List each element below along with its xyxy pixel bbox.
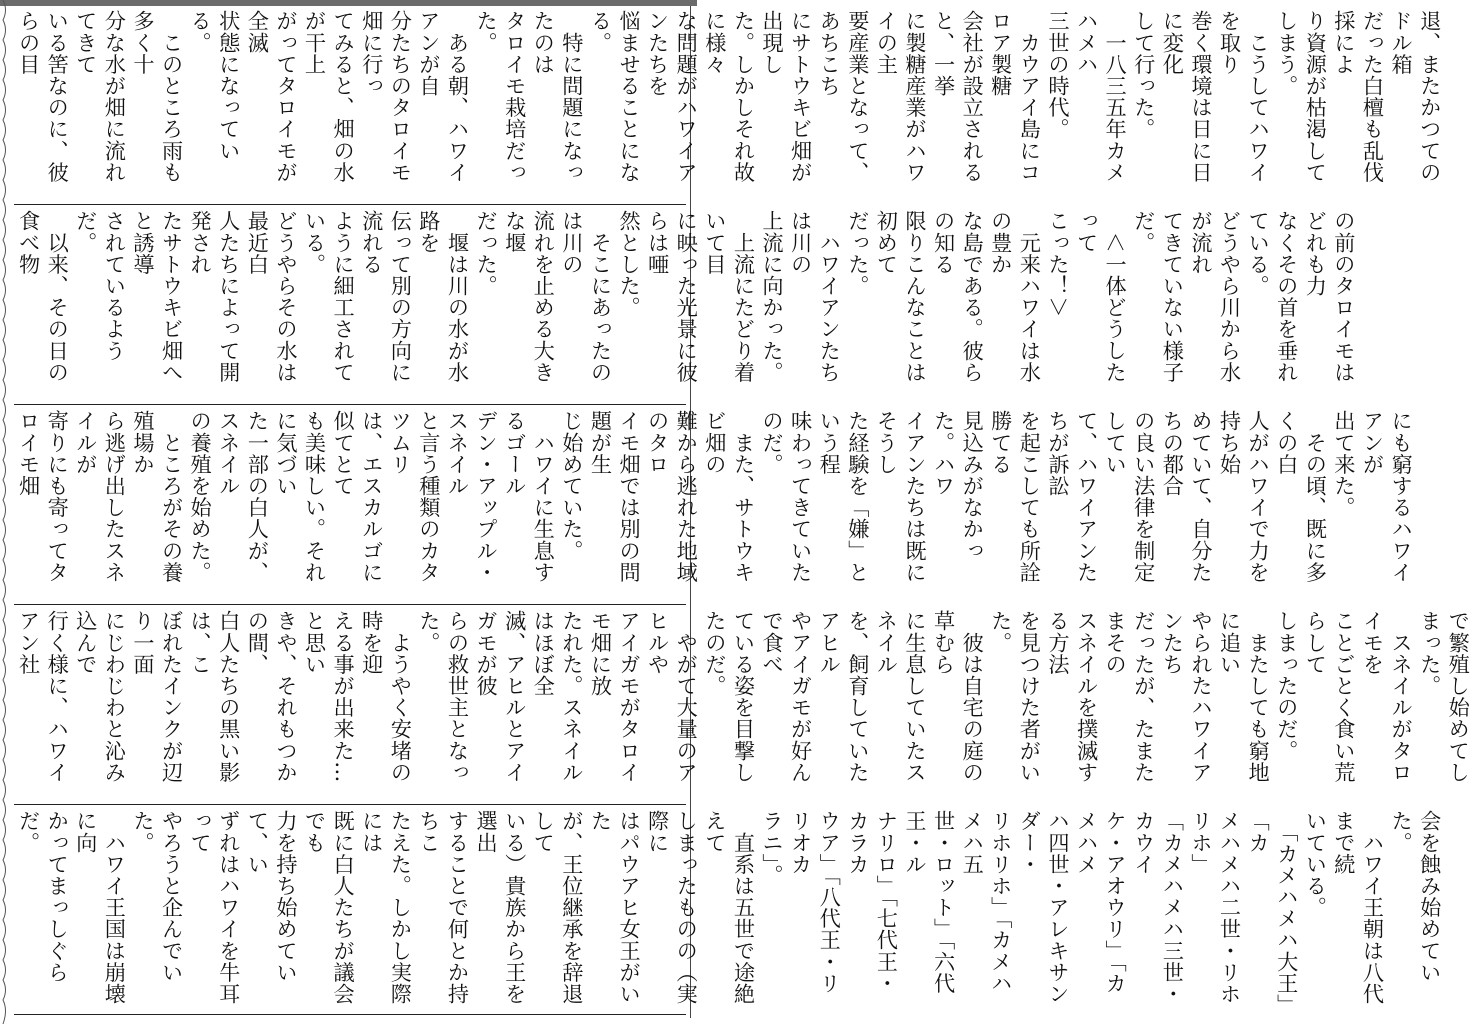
article-text-tier-3: にも窮するハワイアンが 出て来た。 その頃、既に多くの白 人がハワイで力を持ち始 めていて、自分たちの都合 の良い法律を制定してい て、ハワイアンたちが訴訟 を起こしても所詮勝てる 見込みがなかった。ハワ イアンたちは既にそうし た経験を「嫌」という程 味わってきていたのだ。 また、サトウキビ畑の 難から逃れた地域のタロ イモ畑では別の問題が生 じ始めていた。 ハワイに生息するゴール デン・アップル・スネイル と言う種類のカタツムリ は、エスカルゴに似てとて も美味しい。それに気づい た一部の白人が、スネイル の養殖を始めた。 ところがその養殖場か ら逃げ出したスネイルが 寄りにも寄ってタロイモ畑 [16, 410, 1415, 583]
article-text-tier-5: 会を蝕み始めていた。 ハワイ王朝は八代まで続 いている。 「カメハメハ大王」「カ メハメハ二世・リホリホ」 「カメハメハ三世・カウイ ケ・アオウリ」「カメハメ ハ四世・アレキサンダー・ リホリホ」「カメハメハ五 世・ロット」「六代王・ル ナリロ」「七代王・カラカ ウア」「八代王・リリオカ ラニ」。 直系は五世で途絶えて しまったものの（実際に はパウアヒ女王がいた が、王位継承を辞退して いる）貴族から王を選出 することで何とか持ちこ たえた。しかし実際には 既に白人たちが議会でも 力を持ち始めていて、い ずれはハワイを牛耳って やろうと企んでいた。 ハワイ王国は崩壊に向 かってまっしぐらだ。 [16, 810, 1443, 1005]
left-torn-edge [0, 0, 14, 1024]
article-text-tier-4: で繁殖し始めてしまった。 スネイルがタロイモを ことごとく食い荒らして しまったのだ。 またしても窮地に追い やられたハワイアンたち だったが、たまたまその スネイルを撲滅する方法 を見つけた者がいた。 彼は自宅の庭の草むら に生息していたスネイル を、飼育していたアヒル やアイガモが好んで食べ ている姿を目撃したのだ。 やがて大量のアヒルや アイガモがタロイモ畑に放 たれた。スネイルはほぼ全 滅、アヒルとアイガモが彼 らの救世主となった。 ようやく安堵の時を迎 える事が出来た…と思い きや、それもつかの間、 白人たちの黒い影は、こ ぼれたインクが辺り一面 にじわじわと沁み込んで 行く様に、ハワイアン社 [16, 610, 1472, 783]
tier-divider [14, 604, 686, 605]
article-tier-5 [14, 810, 1443, 1010]
tier-divider [14, 204, 686, 205]
tier-divider [14, 804, 686, 805]
bottom-rule [14, 1014, 686, 1015]
article-tier-4 [14, 610, 1472, 800]
top-cut-edge [0, 0, 697, 6]
article-tier-3 [14, 410, 1415, 600]
article-tier-2 [14, 210, 1357, 400]
article-tier-1 [14, 10, 1443, 200]
article-text-tier-1: 退、またかつてのドル箱 だった白檀も乱伐採によ り資源が枯渇してしまう。 こうしてハワイを取り 巻く環境は日に日に変化 して行った。 一八三五年カメハメハ 三世の時代。 カウアイ島にコロア製糖 会社が設立されると、一挙 に製糖産業がハワイの主 要産業となって、あちこち にサトウキビ畑が出現し た。しかしそれ故に様々 な問題がハワイアンたちを 悩ませることになる。 特に問題になったのは タロイモ栽培だった。 ある朝、ハワイアンが自 分たちのタロイモ畑に行っ てみると、畑の水が干上 がってタロイモが全滅 状態になっている。 このところ雨も多く十 分な水が畑に流れてきて いる筈なのに、彼らの目 [16, 10, 1443, 183]
article-text-tier-2: の前のタロイモはどれも力 なくその首を垂れている。 どうやら川から水が流れ てきていない様子だ。 ＜一体どうしたって こった！＞ 元来ハワイは水の豊か な島である。彼らの知る 限りこんなことは初めて だった。 ハワイアンたちは川の 上流に向かった。 上流にたどり着いて目 に映った光景に彼らは唖 然とした。 そこにあったのは川の 流れを止める大きな堰 だった。 堰は川の水が水路を 伝って別の方向に流れる ように細工されている。 どうやらその水は最近白 人たちによって開発され たサトウキビ畑へと誘導 されているようだ。 以来、その日の食べ物 [16, 210, 1357, 383]
tier-divider [14, 404, 686, 405]
